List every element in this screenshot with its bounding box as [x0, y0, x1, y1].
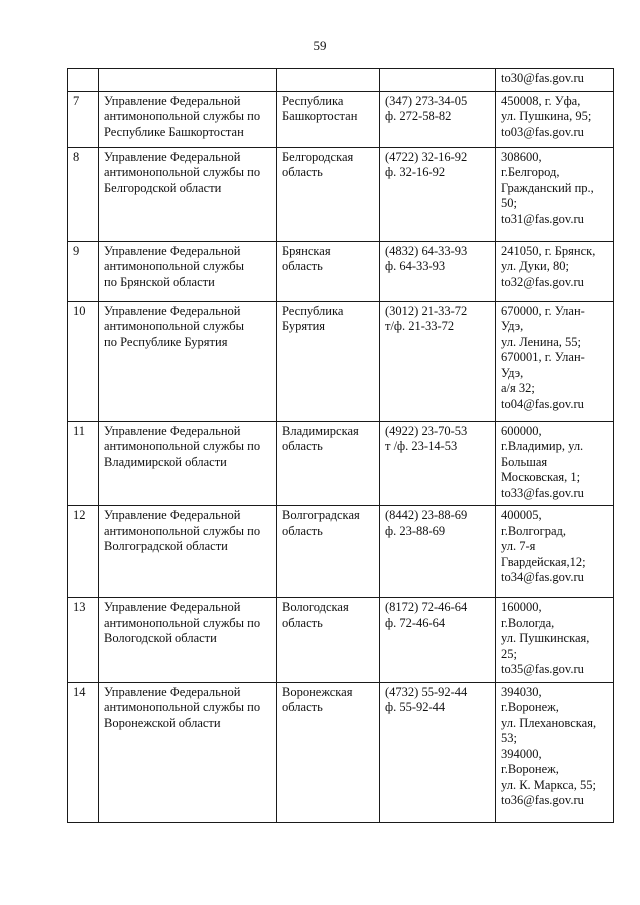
table-row [68, 241, 614, 301]
cell-phone [380, 506, 496, 598]
phone-line: (4922) 23-70-53 [385, 423, 468, 438]
region-line: Бурятия [282, 319, 326, 333]
cell-num: 13 [68, 598, 99, 683]
cell-phone [380, 598, 496, 683]
org-line: Управление Федеральной [104, 303, 241, 318]
cell-phone [380, 241, 496, 301]
org-line: антимонопольной службы по [104, 439, 261, 453]
cell-address [496, 241, 614, 301]
cell-org [99, 91, 277, 147]
phone-line: ф. 55-92-44 [385, 700, 446, 714]
address-line: г.Воронеж, [501, 700, 559, 714]
cell-address [496, 598, 614, 683]
cell-org [99, 421, 277, 506]
address-line: ул. К. Маркса, 55; [501, 777, 596, 792]
cell-region [277, 421, 380, 506]
region-line: Брянская [282, 243, 331, 258]
address-line: ул. 7-я [501, 539, 536, 553]
address-line: to34@fas.gov.ru [501, 570, 584, 584]
phone-line: ф. 72-46-64 [385, 615, 446, 630]
cell-org [99, 682, 277, 822]
address-line: 25; [501, 646, 517, 661]
cell-num: 14 [68, 682, 99, 822]
address-line: 241050, г. Брянск, [501, 243, 596, 258]
cell-num: 9 [68, 241, 99, 301]
phone-line: (4832) 64-33-93 [385, 243, 468, 258]
org-line: Воронежской области [104, 715, 221, 730]
region-line: область [282, 259, 323, 273]
cell-num: 11 [68, 421, 99, 506]
org-line: по Брянской области [104, 274, 215, 289]
address-line: ул. Дуки, 80; [501, 259, 569, 273]
org-line: антимонопольной службы по [104, 700, 261, 714]
address-line: 670001, г. Улан- [501, 350, 585, 364]
org-line: Управление Федеральной [104, 243, 241, 258]
region-line: Вологодская [282, 600, 349, 614]
address-line: 394000, [501, 746, 542, 761]
address-line: ул. Пушкинская, [501, 631, 590, 645]
cell-address [496, 91, 614, 147]
org-line: Владимирской области [104, 454, 227, 469]
region-line: область [282, 615, 323, 630]
cell-num: 10 [68, 301, 99, 421]
org-line: Белгородской области [104, 180, 222, 195]
address-line: Большая [501, 454, 548, 469]
region-line: область [282, 700, 323, 714]
address-line: 53; [501, 731, 517, 745]
cell-region [277, 69, 380, 92]
region-line: Башкортостан [282, 109, 358, 123]
cell-org [99, 301, 277, 421]
cell-address [496, 682, 614, 822]
address-line: ул. Плехановская, [501, 715, 597, 730]
org-line: Управление Федеральной [104, 423, 241, 438]
cell-org [99, 147, 277, 241]
org-line: антимонопольной службы [104, 319, 245, 333]
cell-region [277, 506, 380, 598]
phone-line: (8172) 72-46-64 [385, 600, 468, 614]
address-line: Московская, 1; [501, 470, 581, 484]
table-body [68, 69, 614, 823]
org-line: антимонопольной службы по [104, 165, 261, 179]
org-line: антимонопольной службы по [104, 109, 261, 123]
address-line: г.Белгород, [501, 165, 560, 179]
region-line: область [282, 165, 323, 179]
address-line: ул. Ленина, 55; [501, 334, 581, 349]
phone-line: (347) 273-34-05 [385, 93, 468, 108]
org-line: по Республике Бурятия [104, 334, 228, 349]
cell-region [277, 241, 380, 301]
address-line: 450008, г. Уфа, [501, 93, 581, 108]
address-line: Удэ, [501, 365, 524, 380]
org-line: Управление Федеральной [104, 508, 241, 522]
phone-line: ф. 23-88-69 [385, 523, 446, 538]
address-line: г.Волгоград, [501, 523, 566, 538]
table-row [68, 682, 614, 822]
cell-org [99, 598, 277, 683]
address-line: 400005, [501, 508, 542, 522]
cell-region [277, 301, 380, 421]
address-line: to31@fas.gov.ru [501, 211, 584, 226]
cell-num: 12 [68, 506, 99, 598]
region-line: область [282, 523, 323, 538]
cell-num [68, 69, 99, 92]
region-line: Волгоградская [282, 508, 360, 522]
page-number: 59 [313, 38, 327, 53]
address-line: to36@fas.gov.ru [501, 793, 584, 807]
cell-org [99, 69, 277, 92]
table-row [68, 301, 614, 421]
table-row-continued [68, 69, 614, 92]
cell-org [99, 241, 277, 301]
phone-line: ф. 32-16-92 [385, 165, 446, 179]
address-line: to32@fas.gov.ru [501, 274, 584, 289]
phone-line: т /ф. 23-14-53 [385, 439, 458, 453]
table-row [68, 147, 614, 241]
cell-address [496, 421, 614, 506]
address-line: to30@fas.gov.ru [501, 71, 584, 85]
phone-line: (4722) 32-16-92 [385, 149, 468, 164]
cell-phone [380, 301, 496, 421]
cell-phone [380, 682, 496, 822]
table-row [68, 421, 614, 506]
org-line: антимонопольной службы по [104, 615, 261, 630]
address-line: to03@fas.gov.ru [501, 124, 584, 139]
org-line: Волгоградской области [104, 539, 228, 553]
cell-address [496, 506, 614, 598]
address-line: а/я 32; [501, 381, 535, 395]
region-line: Воронежская [282, 684, 353, 699]
org-line: антимонопольной службы [104, 259, 245, 273]
phone-line: (3012) 21-33-72 [385, 303, 468, 318]
table-row [68, 506, 614, 598]
cell-region [277, 91, 380, 147]
region-line: Республика [282, 303, 344, 318]
org-line: Управление Федеральной [104, 684, 241, 699]
address-line: 160000, [501, 600, 542, 614]
address-line: г.Воронеж, [501, 762, 559, 776]
address-line: 308600, [501, 149, 542, 164]
org-line: Республике Башкортостан [104, 124, 244, 139]
cell-num: 7 [68, 91, 99, 147]
address-line: to35@fas.gov.ru [501, 662, 584, 676]
phone-line: (4732) 55-92-44 [385, 684, 468, 699]
address-line: ул. Пушкина, 95; [501, 109, 592, 123]
address-line: 670000, г. Улан- [501, 303, 585, 318]
address-line: Гражданский пр., [501, 180, 594, 195]
cell-org [99, 506, 277, 598]
address-line: Гвардейская,12; [501, 554, 586, 569]
fas-offices-table [67, 68, 614, 823]
cell-address [496, 301, 614, 421]
cell-phone [380, 147, 496, 241]
phone-line: т/ф. 21-33-72 [385, 319, 455, 333]
region-line: Владимирская [282, 423, 359, 438]
cell-address [496, 69, 614, 92]
address-line: to33@fas.gov.ru [501, 485, 584, 500]
cell-region [277, 682, 380, 822]
org-line: Вологодской области [104, 631, 217, 645]
cell-phone [380, 91, 496, 147]
address-line: г.Владимир, ул. [501, 439, 584, 453]
address-line: 394030, [501, 684, 542, 699]
cell-phone [380, 69, 496, 92]
address-line: to04@fas.gov.ru [501, 396, 584, 411]
address-line: 50; [501, 196, 517, 210]
address-line: г.Вологда, [501, 615, 555, 630]
org-line: Управление Федеральной [104, 149, 241, 164]
address-line: 600000, [501, 423, 542, 438]
org-line: антимонопольной службы по [104, 523, 261, 538]
region-line: Белгородская [282, 149, 354, 164]
cell-region [277, 598, 380, 683]
phone-line: ф. 272-58-82 [385, 109, 452, 123]
region-line: Республика [282, 93, 344, 108]
cell-num: 8 [68, 147, 99, 241]
table-row [68, 91, 614, 147]
region-line: область [282, 439, 323, 453]
address-line: Удэ, [501, 319, 524, 333]
table-row [68, 598, 614, 683]
cell-phone [380, 421, 496, 506]
phone-line: ф. 64-33-93 [385, 259, 446, 273]
org-line: Управление Федеральной [104, 600, 241, 614]
org-line: Управление Федеральной [104, 93, 241, 108]
phone-line: (8442) 23-88-69 [385, 508, 468, 522]
cell-address [496, 147, 614, 241]
cell-region [277, 147, 380, 241]
